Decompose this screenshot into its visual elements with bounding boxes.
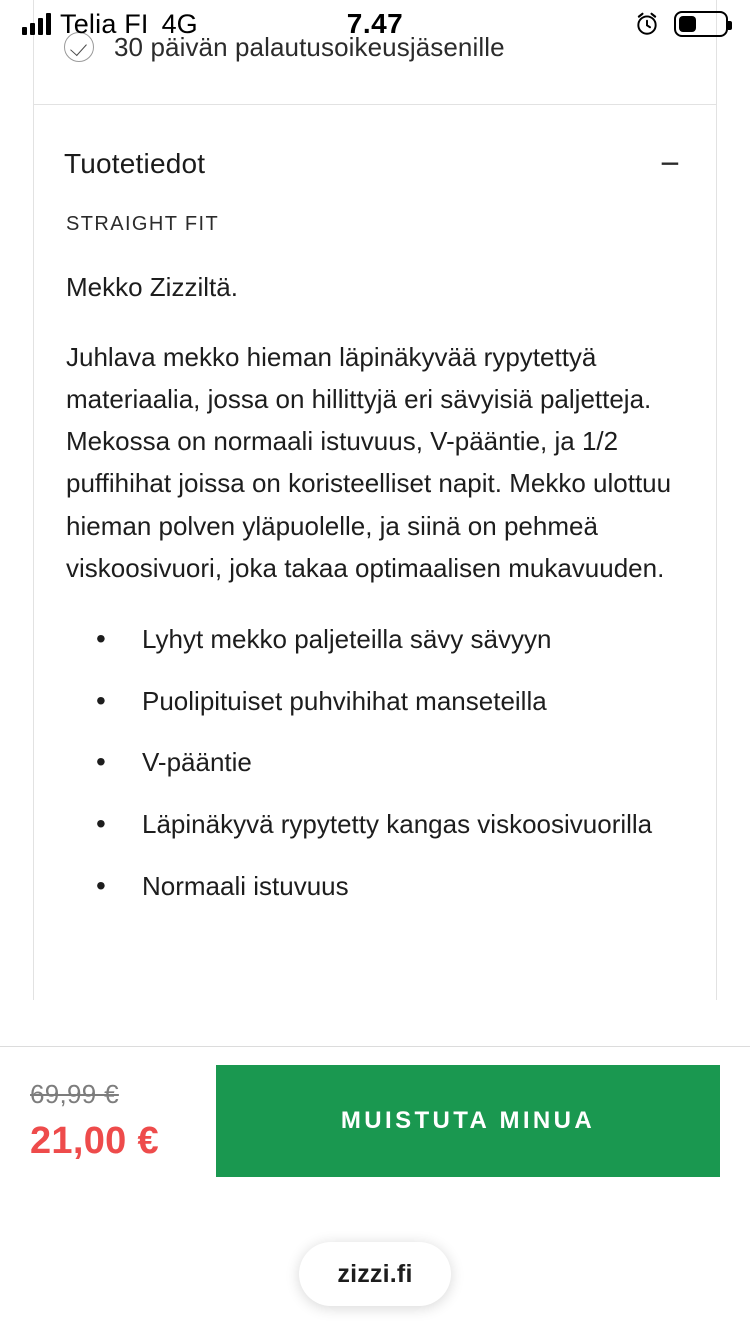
list-item: • V-pääntie xyxy=(66,746,686,780)
purchase-bar xyxy=(0,1046,750,1194)
product-card xyxy=(33,0,717,1000)
shipping-info-list xyxy=(34,0,716,105)
list-item: • Lyhyt mekko paljeteilla sävy sävyyn xyxy=(66,623,686,657)
remind-me-button[interactable]: MUISTUTA MINUA xyxy=(216,1065,720,1177)
product-description-body: Juhlava mekko hieman läpinäkyvää rypytettyä materiaalia, jossa on hillittyjä eri sävyisiä paljetteja. Mekossa on normaali istuvuus, V-pääntie, ja 1/2 puffihihat joissa on koristeelliset napit. Mekko ulottuu hieman polven yläpuolelle, ja siinä on pehmeä viskoosivuori, joka takaa optimaalisen mukavuuden. xyxy=(66,342,672,583)
carrier-label: Telia FI xyxy=(60,8,149,39)
list-item xyxy=(34,0,716,16)
minus-icon[interactable]: − xyxy=(660,145,680,183)
check-circle-icon xyxy=(64,32,94,62)
list-item: • Läpinäkyvä rypytetty kangas viskoosivuorilla xyxy=(66,808,686,842)
list-item xyxy=(34,16,716,78)
list-item: • Puolipituiset puhvihihat manseteilla xyxy=(66,685,686,719)
clock-label: 7.47 xyxy=(346,8,404,39)
price-block xyxy=(30,1079,216,1163)
sale-price: 21,00 € xyxy=(30,1119,159,1162)
shipping-text xyxy=(114,0,390,1)
section-title: Tuotetiedot xyxy=(64,148,206,179)
product-details-section xyxy=(34,105,716,904)
fit-label: STRAIGHT FIT xyxy=(66,213,220,235)
domain-pill[interactable]: zizzi.fi xyxy=(299,1242,451,1306)
list-item: • Normaali istuvuus xyxy=(66,870,686,904)
original-price: 69,99 € xyxy=(30,1078,119,1109)
product-details-header[interactable] xyxy=(64,135,686,199)
return-policy-text: 30 päivän palautusoikeusjäsenille xyxy=(114,31,505,62)
product-feature-list xyxy=(66,623,686,904)
network-type-label: 4G xyxy=(161,8,198,39)
product-description-line: Mekko Zizziltä. xyxy=(66,272,238,302)
